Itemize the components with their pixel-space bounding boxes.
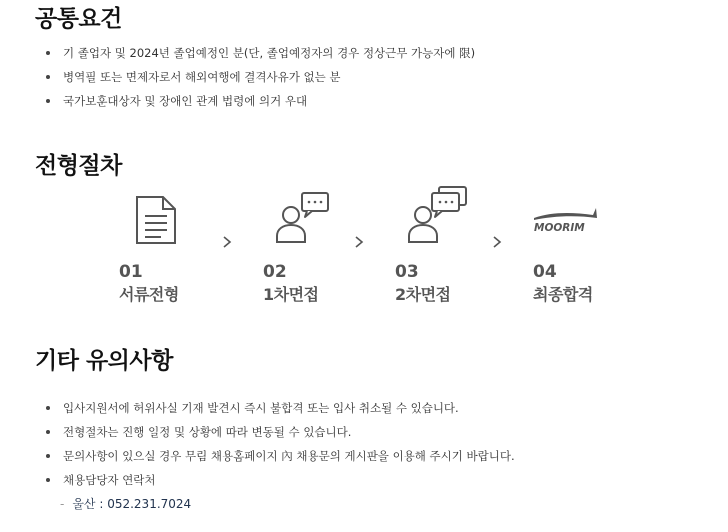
list-item [46,444,515,468]
step-label: 최종합격 [533,285,593,304]
bullet-icon [46,478,50,482]
svg-text:MOORIM: MOORIM [534,222,585,234]
note-text: 입사지원서에 허위사실 기재 발견시 즉시 불합격 또는 입사 취소될 수 있습니다. [63,401,459,415]
step-label: 1차면접 [263,285,319,304]
dash-marker: - [60,497,65,511]
requirement-text: 국가보훈대상자 및 장애인 관계 법령에 의거 우대 [63,94,308,108]
note-text: 문의사항이 있으실 경우 무림 채용홈페이지 內 채용문의 게시판을 이용해 주시기 바랍니다. [63,449,515,463]
requirements-list [46,41,475,113]
document-icon [135,196,177,244]
step-number: 03 [395,262,419,282]
list-item [46,89,475,113]
list-item [46,41,475,65]
chevron-right-icon [352,235,366,249]
list-item [46,65,475,89]
requirement-text: 병역필 또는 면제자로서 해외여행에 결격사유가 없는 분 [63,70,341,84]
list-item [46,420,515,444]
step-number: 04 [533,262,557,282]
contact-item [60,494,191,514]
note-text: 채용담당자 연락처 [63,473,156,487]
bullet-icon [46,51,50,55]
step-label: 2차면접 [395,285,451,304]
process-title: 전형절차 [35,153,122,179]
bullet-icon [46,406,50,410]
interview-person-icon [274,192,330,244]
step-number: 02 [263,262,287,282]
interview-group-icon [406,186,468,244]
requirement-text: 기 졸업자 및 2024년 졸업예정인 분(단, 졸업예정자의 경우 정상근무 가능자에 限) [63,46,476,60]
step-number: 01 [119,262,143,282]
list-item [46,468,515,492]
chevron-right-icon [490,235,504,249]
bullet-icon [46,75,50,79]
step-label: 서류전형 [119,285,179,304]
notes-list [46,396,515,492]
contact-text: 울산 : 052.231.7024 [72,497,192,511]
note-text: 전형절차는 진행 일정 및 상황에 따라 변동될 수 있습니다. [63,425,352,439]
list-item [46,396,515,420]
bullet-icon [46,99,50,103]
moorim-logo [531,206,599,234]
bullet-icon [46,454,50,458]
requirements-title: 공통요건 [35,6,122,32]
notes-title: 기타 유의사항 [35,348,173,374]
bullet-icon [46,430,50,434]
chevron-right-icon [220,235,234,249]
